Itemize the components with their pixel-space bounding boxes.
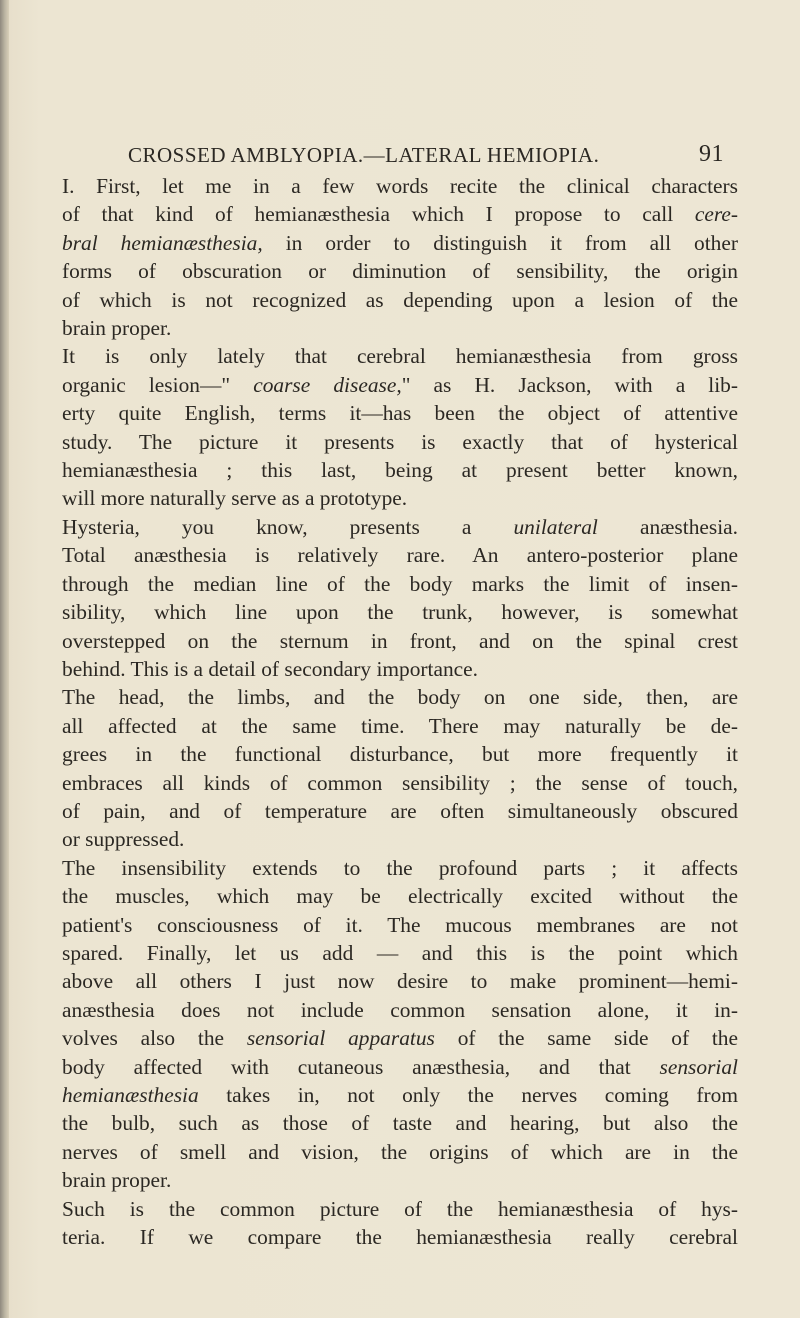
text-line: will more naturally serve as a prototype. xyxy=(62,486,408,511)
text-line: Hysteria, you know, presents a unilateral anæsthesia. xyxy=(62,514,738,539)
text-line: behind. This is a detail of secondary importance. xyxy=(62,656,479,681)
text-line: patient's consciousness of it. The mucous membranes are not xyxy=(62,912,738,937)
text-line: through the median line of the body marks the limit of insen- xyxy=(62,571,738,596)
text-line: bral hemianæsthesia, in order to distinguish it from all other xyxy=(62,230,738,255)
text-line: nerves of smell and vision, the origins of which are in the xyxy=(62,1139,738,1164)
text-line: overstepped on the sternum in front, and on the spinal crest xyxy=(62,628,738,653)
text-line: I. First, let me in a few words recite the clinical characters xyxy=(62,174,738,198)
text-line: embraces all kinds of common sensibility ; the sense of touch, xyxy=(62,770,738,795)
text-line: spared. Finally, let us add — and this is the point which xyxy=(62,940,738,965)
page-spine-edge xyxy=(0,0,9,1318)
running-title: CROSSED AMBLYOPIA.—LATERAL HEMIOPIA. xyxy=(128,143,600,167)
text-line: above all others I just now desire to make prominent—hemi- xyxy=(62,969,738,994)
text-line: or suppressed. xyxy=(62,827,185,852)
text-line: The head, the limbs, and the body on one side, then, are xyxy=(62,685,738,710)
text-line: teria. If we compare the hemianæsthesia really cerebral xyxy=(62,1225,738,1250)
text-line: hemianæsthesia ; this last, being at present better known, xyxy=(62,458,738,483)
text-line: grees in the functional disturbance, but more frequently it xyxy=(62,742,738,767)
text-line: organic lesion—" coarse disease," as H. Jackson, with a lib- xyxy=(62,372,739,397)
text-line: brain proper. xyxy=(62,1168,172,1193)
text-line: brain proper. xyxy=(62,316,172,341)
text-line: hemianæsthesia takes in, not only the nerves coming from xyxy=(62,1083,738,1107)
text-line: of that kind of hemianæsthesia which I propose to call cere- xyxy=(62,202,738,227)
text-line: Total anæsthesia is relatively rare. An antero-posterior plane xyxy=(62,543,738,568)
text-line: the bulb, such as those of taste and hearing, but also the xyxy=(62,1111,738,1136)
text-line: Such is the common picture of the hemianæsthesia of hys- xyxy=(62,1196,738,1221)
text-line: anæsthesia does not include common sensation alone, it in- xyxy=(62,997,738,1022)
page-number: 91 xyxy=(699,141,724,167)
text-line: It is only lately that cerebral hemianæsthesia from gross xyxy=(62,344,738,369)
text-line: volves also the sensorial apparatus of the same side of the xyxy=(62,1026,738,1051)
text-line: erty quite English, terms it—has been the object of attentive xyxy=(62,401,738,426)
text-line: of pain, and of temperature are often simultaneously obscured xyxy=(62,798,738,823)
text-line: of which is not recognized as depending upon a lesion of the xyxy=(62,287,738,312)
text-line: The insensibility extends to the profound parts ; it affects xyxy=(62,855,738,880)
text-line: study. The picture it presents is exactly that of hysterical xyxy=(62,429,738,454)
text-line: the muscles, which may be electrically excited without the xyxy=(62,884,738,909)
body-text xyxy=(62,172,738,1251)
text-line: all affected at the same time. There may naturally be de- xyxy=(62,713,738,738)
text-line: sibility, which line upon the trunk, however, is somewhat xyxy=(62,600,738,625)
text-line: forms of obscuration or diminution of sensibility, the origin xyxy=(62,259,738,284)
text-line: body affected with cutaneous anæsthesia, and that sensorial xyxy=(62,1054,738,1079)
